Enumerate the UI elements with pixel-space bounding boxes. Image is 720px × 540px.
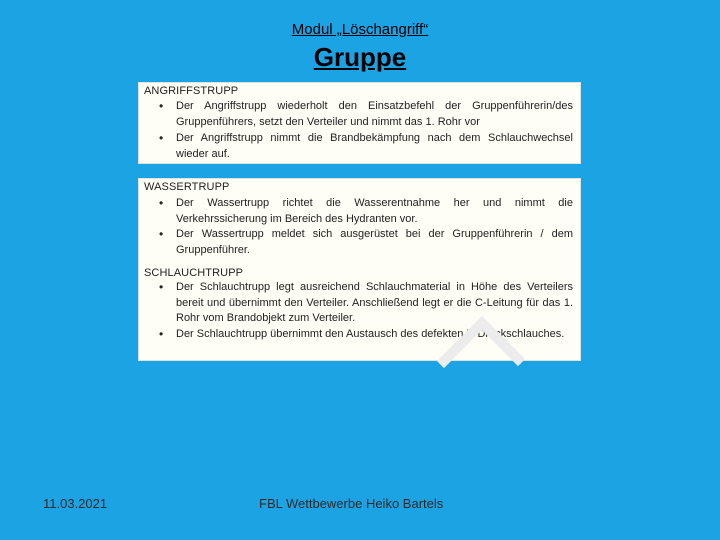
schlauchtrupp-item [159, 280, 573, 327]
bullet-icon: • [159, 196, 164, 210]
bullet-icon: • [159, 227, 164, 241]
schlauchtrupp-item [159, 327, 573, 343]
schlauchtrupp-item-text: Der Schlauchtrupp übernimmt den Austausch des defekten B-Druckschlauches. [176, 328, 565, 340]
angriffstrupp-heading: ANGRIFFSTRUPP [144, 85, 239, 97]
slide-title: Gruppe [313, 42, 407, 72]
wassertrupp-item-text: Der Wassertrupp meldet sich ausgerüstet bei der Gruppenführerin / dem Gruppenführer. [176, 228, 573, 256]
angriffstrupp-item-text: Der Angriffstrupp nimmt die Brandbekämpfung nach dem Schlauchwechsel wieder auf. [176, 132, 573, 160]
footer-date: 11.03.2021 [43, 496, 108, 511]
wassertrupp-item [159, 227, 573, 258]
module-title: Modul „Löschangriff“ [291, 21, 429, 38]
schlauchtrupp-item-text: Der Schlauchtrupp legt ausreichend Schlauchmaterial in Höhe des Verteilers bereit und übernimmt den Verteiler. Anschließend legt er die C-Leitung für das 1. Rohr vom Brandobjekt zum Verteiler. [176, 281, 573, 324]
bullet-icon: • [159, 280, 164, 294]
wassertrupp-item [159, 196, 573, 227]
bullet-icon: • [159, 99, 164, 113]
schlauchtrupp-heading: SCHLAUCHTRUPP [144, 267, 244, 279]
bullet-icon: • [159, 131, 164, 145]
wassertrupp-item-text: Der Wassertrupp richtet die Wasserentnahme her und nimmt die Verkehrssicherung im Bereich des Hydranten vor. [176, 197, 573, 225]
footer-author: FBL Wettbewerbe Heiko Bartels [259, 496, 444, 511]
wasser-schlauch-panel [139, 179, 580, 360]
angriffstrupp-item [159, 131, 573, 162]
wassertrupp-heading: WASSERTRUPP [144, 181, 230, 193]
bullet-icon: • [159, 327, 164, 341]
angriffstrupp-panel [139, 83, 580, 163]
angriffstrupp-item [159, 99, 573, 130]
angriffstrupp-item-text: Der Angriffstrupp wiederholt den Einsatzbefehl der Gruppenführerin/des Gruppenführers, setzt den Verteiler und nimmt das 1. Rohr vor [176, 100, 573, 128]
